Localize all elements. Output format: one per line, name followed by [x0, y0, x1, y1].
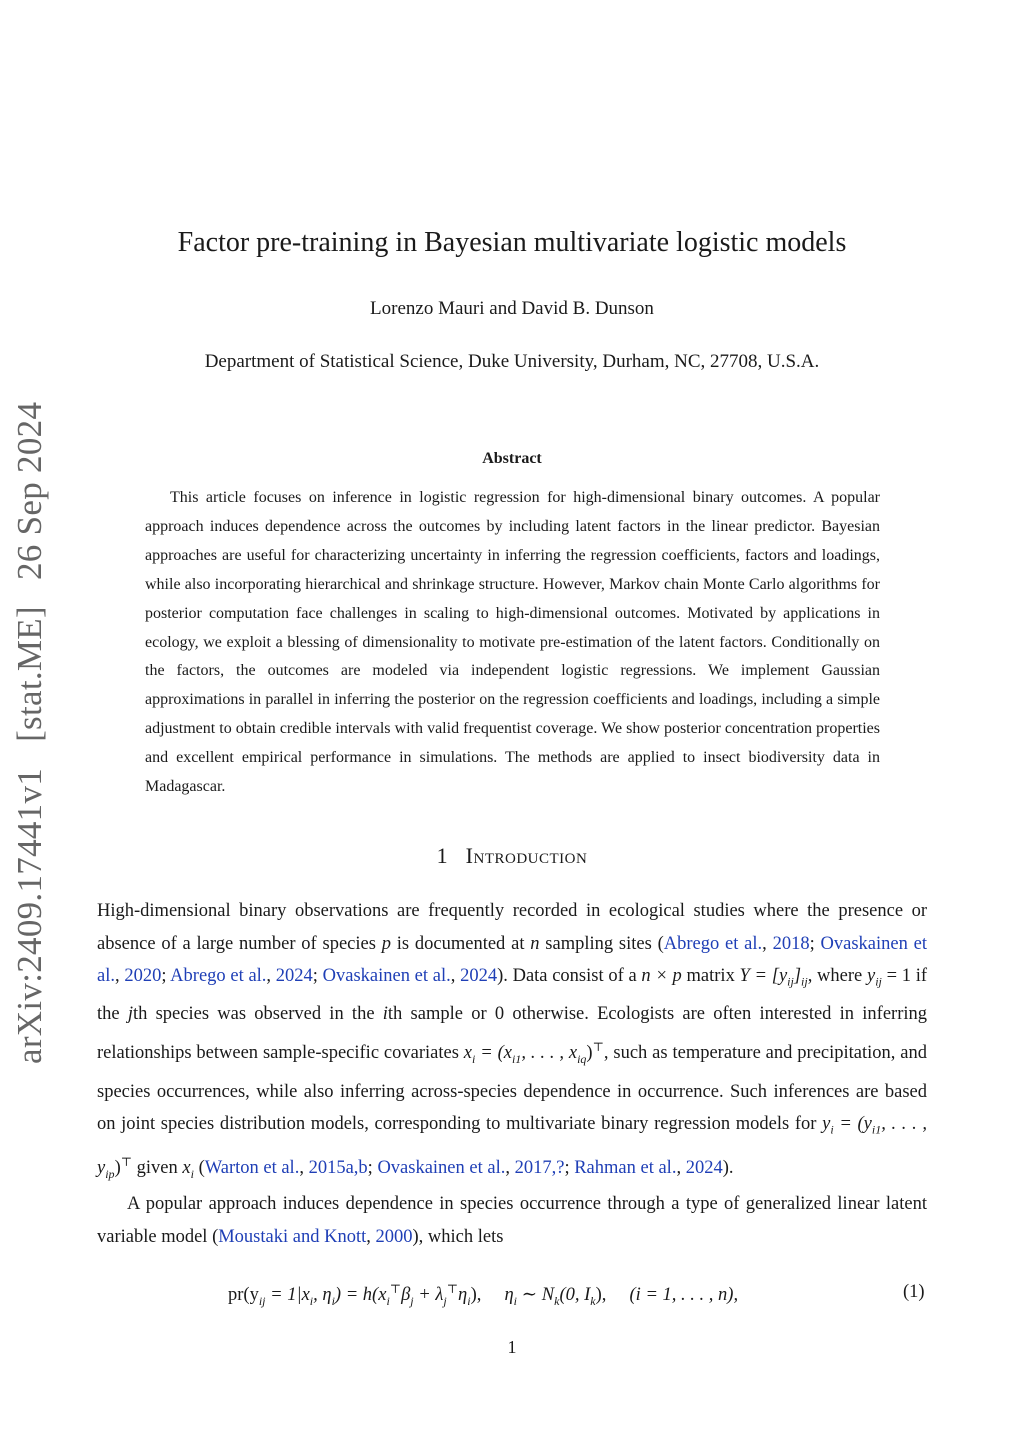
citation-year-link[interactable]: 2018 — [772, 933, 810, 954]
citation-link[interactable]: Moustaki and Knott — [218, 1226, 367, 1247]
citation-year-link[interactable]: 2024 — [460, 966, 498, 987]
paper-affiliation: Department of Statistical Science, Duke University, Durham, NC, 27708, U.S.A. — [204, 351, 820, 372]
citation-link[interactable]: Abrego et al. — [170, 966, 267, 987]
intro-paragraph-1: High-dimensional binary observations are frequently recorded in ecological studies where the presence or absence of a large number of species p is documented at n sampling sites (Abrego et al., 2018; Ovaskainen et al., 2020; Abrego et al., 2024; Ovaskainen et al., 2024). Data consist of a n × p matrix $Y = [y_{ij}]_{ij}$, where $y_{ij} = 1$ if the jth species was observed in the ith sample or 0 otherwise. Ecologists are often interested in inferring relationships between sample-specific covariates $x_i = (x_{i1}$, . . . , $x_{iq})^⊤$, such as temperature and precipitation, and species occurrences, while also inferring across-species dependence in occurrence. Such inferences are based on joint species distribution models, corresponding to multivariate binary regression models for $y_i = (y_{i1}$, . . . , $y_{ip})^⊤$ given $x_i$ (Warton et al., 2015a,b; Ovaskainen et al., 2017,?; Rahman et al., 2024). — [97, 901, 928, 1182]
citation-link[interactable]: Ovaskainen et al. — [322, 966, 451, 987]
arxiv-id: arXiv:2409.17441v1 — [10, 767, 49, 1064]
arxiv-stamp — [10, 402, 50, 1064]
citation-year-link[interactable]: 2000 — [375, 1226, 413, 1247]
equation-body: $pr(y_{ij} = 1|x_i$, $\eta_i) = h(x_i^⊤\beta_j + \lambda_j^⊤\eta_i)$, $\eta_i$ ∼ $N_k(0$, $I_k$), (i = 1, . . . , n), — [228, 1282, 739, 1308]
citation-link[interactable]: Abrego et al. — [663, 933, 763, 954]
citation-link[interactable]: Ovaskainen et al. — [97, 933, 928, 987]
abstract-text: This article focuses on inference in logistic regression for high-dimensional binary outcomes. A popular approach induces dependence across the outcomes by including latent factors in the linear predictor. Bayesian approaches are useful for characterizing uncertainty in inferring the regression coefficients, factors and loadings, while also incorporating hierarchical and shrinkage structure. However, Markov chain Monte Carlo algorithms for posterior computation face challenges in scaling to high-dimensional outcomes. Motivated by applications in ecology, we exploit a blessing of dimensionality to motivate pre-estimation of the latent factors. Conditionally on the factors, the outcomes are modeled via independent logistic regressions. We implement Gaussian approximations in parallel in inferring the posterior on the regression coefficients and loadings, including a simple adjustment to obtain credible intervals with valid frequentist coverage. We show posterior concentration properties and excellent empirical performance in simulations. The methods are applied to insect biodiversity data in Madagascar. — [145, 489, 880, 796]
intro-paragraph-2: A popular approach induces dependence in species occurrence through a type of generalized linear latent variable model (Moustaki and Knott, 2000), which lets — [97, 1194, 927, 1247]
citation-link[interactable]: Ovaskainen et al. — [377, 1158, 506, 1179]
equation-number: (1) — [903, 1282, 925, 1302]
citation-link[interactable]: Rahman et al. — [574, 1158, 677, 1179]
arxiv-date: 26 Sep 2024 — [10, 401, 49, 581]
paper-authors: Lorenzo Mauri and David B. Dunson — [370, 298, 654, 319]
citation-year-link[interactable]: 2024 — [275, 966, 313, 987]
section-number: 1 — [436, 843, 448, 868]
citation-year-link[interactable]: 2015a,b — [308, 1158, 368, 1179]
citation-year-link[interactable]: 2020 — [124, 966, 162, 987]
section-heading — [0, 843, 1024, 869]
abstract-heading: Abstract — [482, 450, 542, 467]
section-title: Introduction — [465, 843, 588, 868]
arxiv-category: [stat.ME] — [10, 606, 49, 742]
paper-title: Factor pre-training in Bayesian multivariate logistic models — [177, 227, 847, 258]
page-number: 1 — [507, 1337, 517, 1357]
citation-year-link[interactable]: 2017,? — [514, 1158, 565, 1179]
citation-link[interactable]: Warton et al. — [204, 1158, 300, 1179]
citation-year-link[interactable]: 2024 — [685, 1158, 723, 1179]
